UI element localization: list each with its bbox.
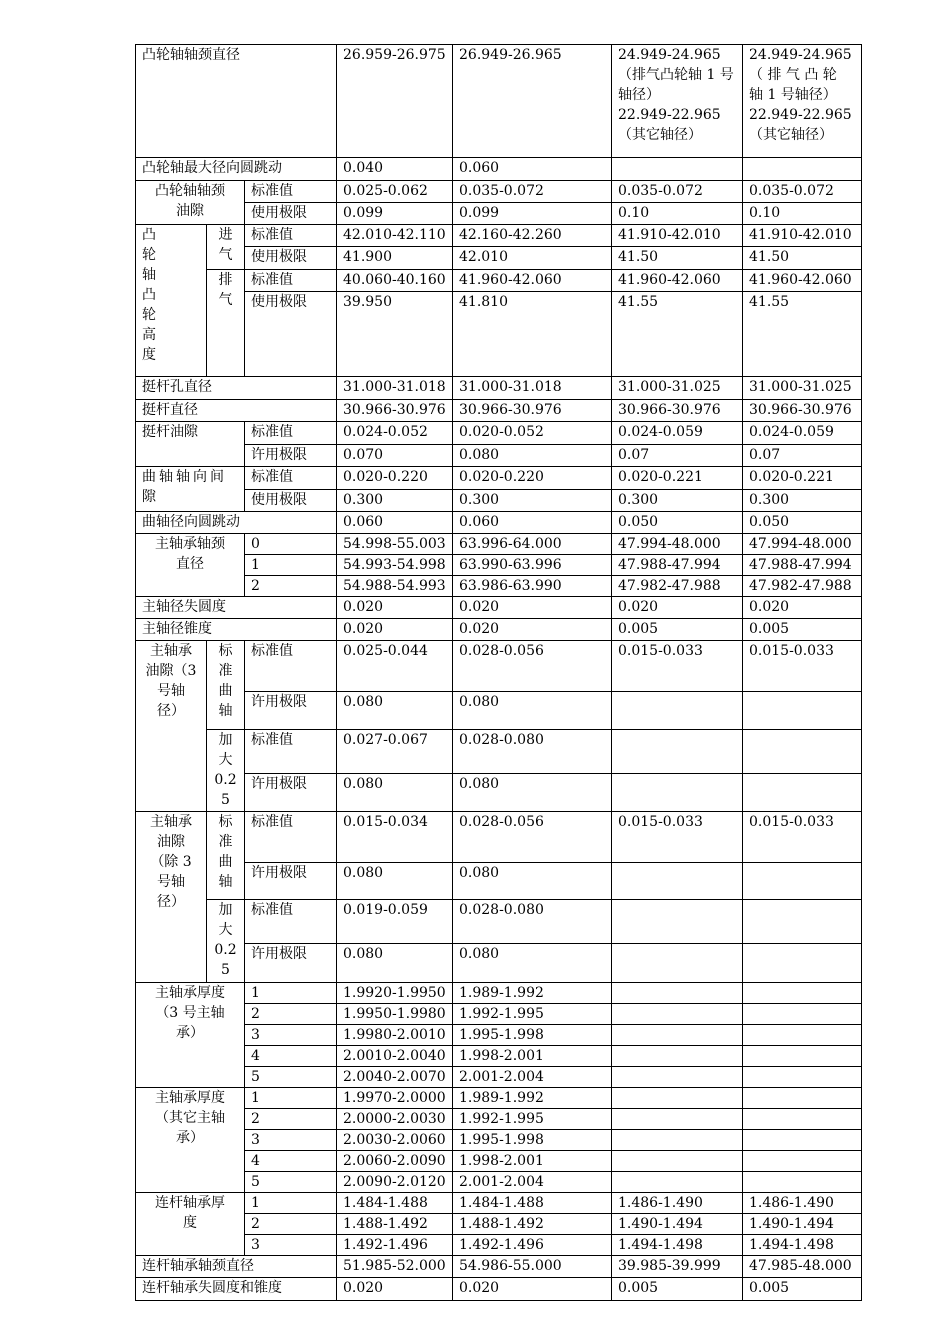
table-cell: 1.484-1.488 [453, 1193, 612, 1214]
table-row [136, 774, 862, 812]
row-label: 连杆轴承失圆度和锥度 [136, 1278, 337, 1301]
table-cell: 2.0090-2.0120 [337, 1172, 453, 1193]
table-row [136, 692, 862, 730]
table-cell [743, 1004, 862, 1025]
table-cell: 0.025-0.062 [337, 181, 453, 203]
table-row [136, 944, 862, 983]
table-cell: 0.020 [743, 597, 862, 619]
table-cell: 0.300 [337, 490, 453, 512]
sub-label: 标准值 [245, 181, 337, 203]
sub-label: 标准值 [245, 270, 337, 292]
table-cell: 1.998-2.001 [453, 1151, 612, 1172]
table-cell: 0.028-0.056 [453, 641, 612, 692]
table-row [136, 1172, 862, 1193]
table-cell: 41.960-42.060 [453, 270, 612, 292]
table-cell [612, 1151, 743, 1172]
table-cell [743, 1151, 862, 1172]
table-cell: 47.988-47.994 [612, 555, 743, 576]
table-cell [612, 900, 743, 944]
table-row [136, 1046, 862, 1067]
sub-label: 5 [245, 1067, 337, 1088]
table-cell: 0.020-0.221 [743, 467, 862, 490]
table-cell: 1.488-1.492 [453, 1214, 612, 1235]
table-cell: 1.488-1.492 [337, 1214, 453, 1235]
table-row [136, 1088, 862, 1109]
table-cell: 63.986-63.990 [453, 576, 612, 597]
table-row [136, 730, 862, 774]
table-row [136, 45, 862, 158]
table-cell: 1.995-1.998 [453, 1025, 612, 1046]
sub-label: 许用极限 [245, 445, 337, 467]
table-cell: 30.966-30.976 [743, 400, 862, 422]
row-label: 主轴承轴颈 直径 [136, 534, 245, 597]
table-cell: 0.080 [337, 774, 453, 812]
table-cell: 1.490-1.494 [612, 1214, 743, 1235]
table-cell: 0.015-0.034 [337, 812, 453, 863]
table-cell: 0.020 [453, 619, 612, 641]
table-row [136, 512, 862, 534]
table-cell [743, 730, 862, 774]
sub-label: 标准值 [245, 467, 337, 490]
table-cell: 2.0000-2.0030 [337, 1109, 453, 1130]
table-cell: 0.070 [337, 445, 453, 467]
sub-label: 标准值 [245, 225, 337, 247]
table-cell [612, 158, 743, 181]
table-cell: 0.028-0.080 [453, 900, 612, 944]
row-label: 连杆轴承轴颈直径 [136, 1256, 337, 1278]
sub-label: 许用极限 [245, 692, 337, 730]
table-cell: 0.020 [337, 619, 453, 641]
table-cell [612, 1130, 743, 1151]
group-label: 进气 [207, 225, 245, 270]
row-label: 连杆轴承厚 度 [136, 1193, 245, 1256]
table-cell [743, 1172, 862, 1193]
table-cell: 0.020-0.052 [453, 422, 612, 445]
table-cell [743, 1088, 862, 1109]
table-cell: 0.005 [743, 619, 862, 641]
table-cell: 0.080 [337, 944, 453, 983]
table-row [136, 597, 862, 619]
table-cell: 1.9920-1.9950 [337, 983, 453, 1004]
table-cell: 26.959-26.975 [337, 45, 453, 158]
table-cell: 41.55 [612, 292, 743, 377]
table-cell [743, 158, 862, 181]
row-label: 主轴径失圆度 [136, 597, 337, 619]
table-cell [612, 1067, 743, 1088]
sub-label: 标准值 [245, 730, 337, 774]
table-row [136, 863, 862, 900]
table-cell: 40.060-40.160 [337, 270, 453, 292]
table-cell: 0.07 [612, 445, 743, 467]
table-cell: 0.028-0.080 [453, 730, 612, 774]
table-cell: 30.966-30.976 [612, 400, 743, 422]
table-cell: 0.020 [337, 597, 453, 619]
table-cell [743, 692, 862, 730]
table-cell [612, 1025, 743, 1046]
sub-label: 1 [245, 555, 337, 576]
table-cell: 30.966-30.976 [453, 400, 612, 422]
table-cell [612, 1172, 743, 1193]
table-cell: 30.966-30.976 [337, 400, 453, 422]
sub-label: 2 [245, 1109, 337, 1130]
table-cell: 0.080 [453, 445, 612, 467]
table-cell: 0.080 [453, 863, 612, 900]
table-cell [743, 1025, 862, 1046]
table-cell: 41.910-42.010 [612, 225, 743, 247]
table-cell: 41.960-42.060 [612, 270, 743, 292]
table-cell: 1.9970-2.0000 [337, 1088, 453, 1109]
table-cell: 0.019-0.059 [337, 900, 453, 944]
table-cell: 0.020 [453, 597, 612, 619]
table-cell: 0.080 [337, 863, 453, 900]
sub-label: 2 [245, 576, 337, 597]
table-cell: 0.024-0.059 [743, 422, 862, 445]
table-row [136, 181, 862, 203]
table-cell: 1.989-1.992 [453, 1088, 612, 1109]
table-cell [612, 1004, 743, 1025]
table-cell: 47.982-47.988 [612, 576, 743, 597]
table-row [136, 1130, 862, 1151]
table-cell [612, 983, 743, 1004]
table-cell: 0.060 [453, 158, 612, 181]
table-cell: 54.998-55.003 [337, 534, 453, 555]
table-cell [612, 1088, 743, 1109]
table-cell: 1.992-1.995 [453, 1004, 612, 1025]
table-cell: 0.080 [453, 774, 612, 812]
sub-label: 1 [245, 983, 337, 1004]
sub-label: 标准值 [245, 641, 337, 692]
table-cell: 0.005 [612, 1278, 743, 1301]
table-row [136, 1025, 862, 1046]
table-cell: 1.494-1.498 [612, 1235, 743, 1256]
table-cell: 47.982-47.988 [743, 576, 862, 597]
sub-label: 许用极限 [245, 863, 337, 900]
table-row [136, 1214, 862, 1235]
table-row [136, 1067, 862, 1088]
table-row [136, 270, 862, 292]
table-cell: 0.020 [453, 1278, 612, 1301]
group-label: 加 大 0.2 5 [207, 730, 245, 812]
table-row [136, 1278, 862, 1301]
sub-label: 使用极限 [245, 292, 337, 377]
table-cell: 0.020-0.220 [453, 467, 612, 490]
table-cell: 0.015-0.033 [612, 641, 743, 692]
table-cell: 24.949-24.965 （ 排 气 凸 轮 轴 1 号轴径） 22.949-22.965 （其它轴径） [743, 45, 862, 158]
table-row [136, 467, 862, 490]
table-cell: 0.10 [743, 203, 862, 225]
table-cell: 31.000-31.025 [743, 377, 862, 400]
table-cell: 47.994-48.000 [612, 534, 743, 555]
sub-label: 2 [245, 1004, 337, 1025]
table-cell: 41.50 [612, 247, 743, 270]
table-row [136, 1193, 862, 1214]
table-cell: 1.492-1.496 [453, 1235, 612, 1256]
table-cell: 1.998-2.001 [453, 1046, 612, 1067]
sub-label: 3 [245, 1235, 337, 1256]
table-cell: 0.080 [337, 692, 453, 730]
sub-label: 使用极限 [245, 203, 337, 225]
row-label: 凸轮轴轴颈直径 [136, 45, 337, 158]
table-cell: 41.50 [743, 247, 862, 270]
table-row [136, 203, 862, 225]
table-row [136, 1235, 862, 1256]
table-cell: 51.985-52.000 [337, 1256, 453, 1278]
table-cell: 2.0060-2.0090 [337, 1151, 453, 1172]
table-cell: 41.910-42.010 [743, 225, 862, 247]
table-cell: 2.0030-2.0060 [337, 1130, 453, 1151]
table-row [136, 158, 862, 181]
table-cell: 1.995-1.998 [453, 1130, 612, 1151]
table-cell: 31.000-31.018 [453, 377, 612, 400]
table-row [136, 1004, 862, 1025]
table-cell: 0.060 [337, 512, 453, 534]
table-cell: 54.986-55.000 [453, 1256, 612, 1278]
table-cell: 31.000-31.025 [612, 377, 743, 400]
table-cell [743, 900, 862, 944]
row-label: 凸轮轴最大径向圆跳动 [136, 158, 337, 181]
row-label: 曲轴径向圆跳动 [136, 512, 337, 534]
table-cell [743, 1109, 862, 1130]
table-cell: 0.027-0.067 [337, 730, 453, 774]
table-cell: 1.494-1.498 [743, 1235, 862, 1256]
table-cell [743, 863, 862, 900]
sub-label: 1 [245, 1193, 337, 1214]
table-cell: 41.960-42.060 [743, 270, 862, 292]
table-row [136, 619, 862, 641]
sub-label: 许用极限 [245, 774, 337, 812]
table-cell [612, 1046, 743, 1067]
row-label: 主轴承 油隙（3 号轴 径） [136, 641, 207, 812]
sub-label: 使用极限 [245, 490, 337, 512]
table-cell: 42.160-42.260 [453, 225, 612, 247]
group-label: 标 准 曲 轴 [207, 812, 245, 900]
table-cell: 63.990-63.996 [453, 555, 612, 576]
table-cell: 0.10 [612, 203, 743, 225]
table-row [136, 422, 862, 445]
table-cell: 1.486-1.490 [612, 1193, 743, 1214]
table-row [136, 1109, 862, 1130]
table-cell: 0.040 [337, 158, 453, 181]
table-cell: 0.099 [337, 203, 453, 225]
table-row [136, 225, 862, 247]
table-cell: 2.0040-2.0070 [337, 1067, 453, 1088]
table-cell: 2.0010-2.0040 [337, 1046, 453, 1067]
table-cell: 1.9950-1.9980 [337, 1004, 453, 1025]
table-row [136, 534, 862, 555]
sub-label: 4 [245, 1046, 337, 1067]
table-cell: 1.484-1.488 [337, 1193, 453, 1214]
table-cell: 0.005 [612, 619, 743, 641]
table-row [136, 1256, 862, 1278]
spec-table [135, 44, 862, 1301]
table-cell: 1.490-1.494 [743, 1214, 862, 1235]
table-cell: 24.949-24.965 （排气凸轮轴 1 号轴径） 22.949-22.965 （其它轴径） [612, 45, 743, 158]
table-row [136, 555, 862, 576]
table-row [136, 983, 862, 1004]
table-cell: 0.07 [743, 445, 862, 467]
table-row [136, 445, 862, 467]
table-cell: 41.55 [743, 292, 862, 377]
sub-label: 0 [245, 534, 337, 555]
table-cell: 0.300 [453, 490, 612, 512]
table-row [136, 812, 862, 863]
row-label: 凸 轮 轴 凸 轮 高 度 [136, 225, 207, 377]
table-cell [612, 692, 743, 730]
table-cell: 0.020 [612, 597, 743, 619]
sub-label: 1 [245, 1088, 337, 1109]
table-cell: 0.015-0.033 [743, 641, 862, 692]
table-cell: 41.900 [337, 247, 453, 270]
table-cell [743, 1067, 862, 1088]
table-cell: 0.080 [453, 692, 612, 730]
sub-label: 2 [245, 1214, 337, 1235]
table-cell: 0.300 [612, 490, 743, 512]
table-cell: 42.010-42.110 [337, 225, 453, 247]
table-cell: 31.000-31.018 [337, 377, 453, 400]
table-cell: 0.028-0.056 [453, 812, 612, 863]
table-cell [743, 1046, 862, 1067]
row-label: 挺杆直径 [136, 400, 337, 422]
table-cell: 0.300 [743, 490, 862, 512]
table-cell [612, 1109, 743, 1130]
table-cell: 47.988-47.994 [743, 555, 862, 576]
group-label: 加 大 0.2 5 [207, 900, 245, 983]
table-cell [612, 863, 743, 900]
table-cell: 0.035-0.072 [453, 181, 612, 203]
table-cell: 63.996-64.000 [453, 534, 612, 555]
table-cell: 47.985-48.000 [743, 1256, 862, 1278]
row-label: 主轴承 油隙 （除 3 号轴 径） [136, 812, 207, 983]
table-cell: 0.099 [453, 203, 612, 225]
table-row [136, 490, 862, 512]
table-cell: 0.035-0.072 [743, 181, 862, 203]
row-label: 曲轴轴向间 隙 [136, 467, 245, 512]
sub-label: 3 [245, 1025, 337, 1046]
table-cell: 2.001-2.004 [453, 1172, 612, 1193]
table-cell: 26.949-26.965 [453, 45, 612, 158]
table-cell: 0.050 [743, 512, 862, 534]
table-row [136, 900, 862, 944]
table-cell: 0.060 [453, 512, 612, 534]
table-cell: 2.001-2.004 [453, 1067, 612, 1088]
table-cell: 1.992-1.995 [453, 1109, 612, 1130]
table-cell: 0.025-0.044 [337, 641, 453, 692]
table-cell: 0.020 [337, 1278, 453, 1301]
sub-label: 许用极限 [245, 944, 337, 983]
sub-label: 标准值 [245, 812, 337, 863]
table-cell: 0.080 [453, 944, 612, 983]
table-row [136, 377, 862, 400]
table-cell: 54.988-54.993 [337, 576, 453, 597]
table-cell: 39.985-39.999 [612, 1256, 743, 1278]
table-cell: 0.015-0.033 [743, 812, 862, 863]
table-cell: 47.994-48.000 [743, 534, 862, 555]
table-cell [743, 983, 862, 1004]
table-cell: 0.020-0.220 [337, 467, 453, 490]
table-cell [743, 944, 862, 983]
table-cell [612, 774, 743, 812]
table-row [136, 641, 862, 692]
row-label: 挺杆孔直径 [136, 377, 337, 400]
table-cell: 1.9980-2.0010 [337, 1025, 453, 1046]
table-cell: 1.492-1.496 [337, 1235, 453, 1256]
table-cell [612, 944, 743, 983]
row-label: 挺杆油隙 [136, 422, 245, 467]
sub-label: 使用极限 [245, 247, 337, 270]
row-label: 凸轮轴轴颈 油隙 [136, 181, 245, 225]
table-cell: 0.024-0.052 [337, 422, 453, 445]
table-cell: 0.015-0.033 [612, 812, 743, 863]
group-label: 标 准 曲 轴 [207, 641, 245, 730]
row-label: 主轴承厚度 （其它主轴 承） [136, 1088, 245, 1193]
sub-label: 3 [245, 1130, 337, 1151]
table-cell [743, 1130, 862, 1151]
table-row [136, 292, 862, 377]
table-cell: 0.020-0.221 [612, 467, 743, 490]
table-cell: 41.810 [453, 292, 612, 377]
sub-label: 标准值 [245, 422, 337, 445]
sub-label: 4 [245, 1151, 337, 1172]
table-cell: 42.010 [453, 247, 612, 270]
table-cell: 0.024-0.059 [612, 422, 743, 445]
table-cell: 1.989-1.992 [453, 983, 612, 1004]
table-cell: 0.035-0.072 [612, 181, 743, 203]
table-cell [743, 774, 862, 812]
table-row [136, 400, 862, 422]
table-cell [612, 730, 743, 774]
sub-label: 标准值 [245, 900, 337, 944]
table-cell: 1.486-1.490 [743, 1193, 862, 1214]
group-label: 排气 [207, 270, 245, 377]
table-cell: 54.993-54.998 [337, 555, 453, 576]
table-row [136, 1151, 862, 1172]
table-row [136, 247, 862, 270]
sub-label: 5 [245, 1172, 337, 1193]
row-label: 主轴承厚度 （3 号主轴 承） [136, 983, 245, 1088]
table-cell: 0.050 [612, 512, 743, 534]
row-label: 主轴径锥度 [136, 619, 337, 641]
table-cell: 0.005 [743, 1278, 862, 1301]
table-cell: 39.950 [337, 292, 453, 377]
table-row [136, 576, 862, 597]
